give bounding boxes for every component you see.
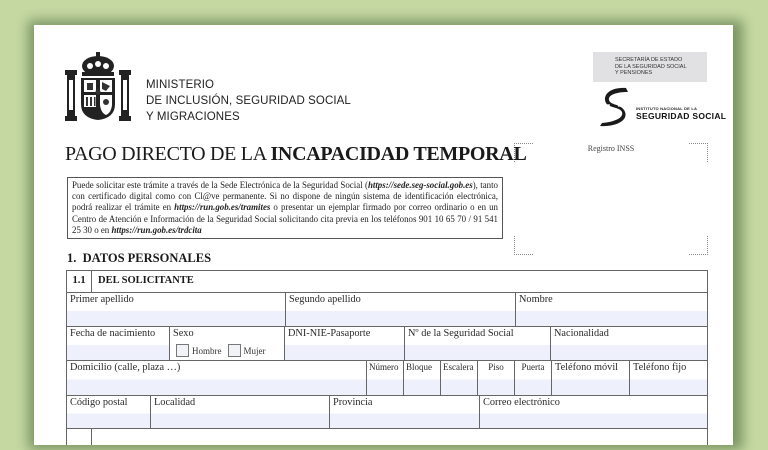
form-document bbox=[34, 25, 733, 445]
puerta-label: Puerta bbox=[521, 362, 545, 372]
ministry-name bbox=[146, 77, 351, 125]
ministry-line-3: Y MIGRACIONES bbox=[146, 111, 240, 123]
sede-link[interactable]: https://sede.seg-social.gob.es bbox=[367, 180, 473, 190]
registro-corner bbox=[689, 236, 708, 255]
primer-apellido-field[interactable] bbox=[66, 292, 286, 327]
secretaria-line-3: Y PENSIONES bbox=[615, 70, 653, 76]
section-heading bbox=[67, 251, 211, 266]
telefono-fijo-field[interactable] bbox=[629, 360, 708, 396]
piso-label: Piso bbox=[488, 362, 504, 372]
localidad-field[interactable] bbox=[150, 395, 330, 429]
numero-label: Número bbox=[369, 362, 399, 372]
dni-label: DNI-NIE-Pasaporte bbox=[288, 328, 371, 339]
info-text: Puede solicitar este trámite a través de la Sede Electrónica de la Seguridad Social ( bbox=[72, 180, 368, 190]
nss-field[interactable] bbox=[404, 326, 551, 361]
ministry-line-2: DE INCLUSIÓN, SEGURIDAD SOCIAL bbox=[146, 95, 351, 107]
tramites-link[interactable]: https://run.gob.es/tramites bbox=[174, 202, 271, 213]
coat-of-arms-icon bbox=[65, 52, 131, 124]
correo-label: Correo electrónico bbox=[483, 397, 560, 408]
info-box bbox=[67, 177, 503, 239]
next-row-cell bbox=[66, 428, 92, 445]
cita-link[interactable]: https://run.gob.es/trdcita bbox=[111, 224, 202, 235]
nss-label: Nº de la Seguridad Social bbox=[408, 328, 514, 339]
primer-apellido-label: Primer apellido bbox=[70, 294, 134, 305]
correo-field[interactable] bbox=[479, 395, 708, 429]
subsection-title: DEL SOLICITANTE bbox=[98, 275, 194, 286]
escalera-field[interactable] bbox=[440, 360, 478, 396]
telefono-fijo-label: Teléfono fijo bbox=[633, 362, 687, 373]
hombre-label: Hombre bbox=[192, 345, 222, 356]
title-bold: INCAPACIDAD TEMPORAL bbox=[270, 143, 527, 165]
fecha-nacimiento-field[interactable] bbox=[66, 326, 170, 361]
telefono-movil-label: Teléfono móvil bbox=[555, 362, 619, 373]
inss-wordmark bbox=[636, 106, 726, 121]
domicilio-field[interactable] bbox=[66, 360, 367, 396]
localidad-label: Localidad bbox=[154, 397, 196, 408]
ministry-line-1: MINISTERIO bbox=[146, 79, 215, 91]
numero-field[interactable] bbox=[366, 360, 404, 396]
secretaria-line-2: DE LA SEGURIDAD SOCIAL bbox=[615, 63, 687, 70]
applicant-form-table bbox=[66, 270, 708, 445]
piso-field[interactable] bbox=[477, 360, 515, 396]
mujer-checkbox[interactable] bbox=[228, 344, 241, 357]
secretaria-line-1: SECRETARÍA DE ESTADO bbox=[615, 57, 683, 63]
segundo-apellido-label: Segundo apellido bbox=[289, 294, 361, 305]
telefono-movil-field[interactable] bbox=[551, 360, 630, 396]
sexo-options bbox=[176, 344, 272, 357]
codigo-postal-label: Código postal bbox=[70, 397, 128, 408]
bloque-field[interactable] bbox=[403, 360, 441, 396]
segundo-apellido-field[interactable] bbox=[285, 292, 516, 327]
bloque-label: Bloque bbox=[406, 362, 432, 372]
dni-field[interactable] bbox=[284, 326, 405, 361]
info-text: ), tanto con certificado digital como con Cl@ve permanente. Si no dispone de ningún sistema de identificación electrónica, podrá realizar el trámite en bbox=[72, 180, 498, 213]
nombre-label: Nombre bbox=[519, 294, 553, 305]
provincia-label: Provincia bbox=[333, 397, 373, 408]
escalera-label: Escalera bbox=[443, 362, 474, 372]
subsection-title-cell bbox=[91, 270, 708, 293]
section-title: DATOS PERSONALES bbox=[82, 251, 212, 265]
subsection-number: 1.1 bbox=[72, 275, 86, 286]
nombre-field[interactable] bbox=[515, 292, 708, 327]
provincia-field[interactable] bbox=[329, 395, 480, 429]
codigo-postal-field[interactable] bbox=[66, 395, 151, 429]
section-number: 1. bbox=[67, 251, 77, 265]
sexo-label: Sexo bbox=[173, 328, 194, 339]
next-row-cell bbox=[91, 428, 708, 445]
secretaria-box bbox=[593, 52, 707, 82]
fecha-nacimiento-label: Fecha de nacimiento bbox=[70, 328, 156, 339]
nacionalidad-field[interactable] bbox=[550, 326, 708, 361]
mujer-label: Mujer bbox=[243, 345, 266, 356]
document-title bbox=[65, 143, 526, 166]
registro-inss-stamp-area bbox=[514, 143, 708, 255]
inss-big-text: SEGURIDAD SOCIAL bbox=[636, 111, 727, 121]
sexo-field bbox=[169, 326, 285, 361]
title-normal: PAGO DIRECTO DE LA bbox=[65, 143, 271, 165]
seguridad-social-logo-icon bbox=[596, 85, 632, 127]
registro-corner bbox=[514, 236, 533, 255]
nacionalidad-label: Nacionalidad bbox=[554, 328, 609, 339]
info-text: o presentar un ejemplar firmado por correo ordinario o en un Centro de Atención e Información de la Seguridad Social solicitando cita previa en los teléfonos 901 10 65 70 / 91 541 25 30 o en bbox=[72, 202, 498, 235]
hombre-checkbox[interactable] bbox=[176, 344, 189, 357]
registro-label: Registro INSS bbox=[587, 144, 635, 153]
inss-small-text: INSTITUTO NACIONAL DE LA bbox=[636, 106, 698, 111]
puerta-field[interactable] bbox=[514, 360, 552, 396]
domicilio-label: Domicilio (calle, plaza …) bbox=[70, 362, 181, 373]
subsection-number-cell bbox=[66, 270, 92, 293]
